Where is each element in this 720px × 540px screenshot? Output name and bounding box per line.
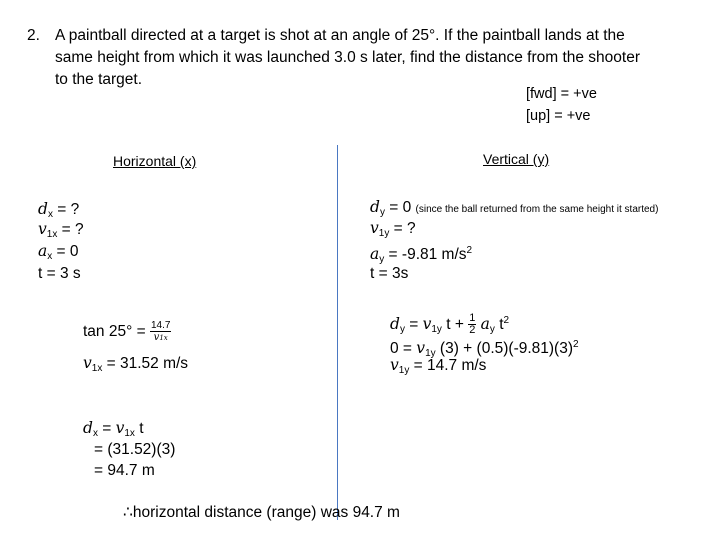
horizontal-v1x-given: $v_{1x}$ = ?	[38, 220, 84, 240]
question-number: 2.	[27, 27, 40, 44]
dx-equation: $d_x = v_{1x}$ t	[83, 419, 144, 439]
convention-up: [up] = +ve	[526, 108, 591, 124]
horizontal-ax-given: $a_x = 0$	[38, 242, 79, 262]
question-line-2: same height from which it was launched 3.0 s later, find the distance from the shooter	[55, 49, 641, 66]
convention-fwd: [fwd] = +ve	[526, 86, 597, 102]
dx-step-2: = 94.7 m	[94, 462, 155, 479]
horizontal-dx-given: $d_x$ = ?	[38, 200, 80, 220]
vertical-header: Vertical (y)	[483, 151, 550, 167]
therefore-symbol: ∴	[123, 504, 133, 521]
vertical-v1y-given: $v_{1y}$ = ?	[370, 219, 416, 239]
question-line-3: to the target.	[55, 71, 143, 88]
horizontal-time-given: t = 3 s	[38, 265, 81, 282]
dy-note: (since the ball returned from the same height it started)	[415, 204, 659, 215]
conclusion: ∴horizontal distance (range) was 94.7 m	[123, 504, 400, 521]
tan-equation: tan 25° = $\frac{14.7}{v1x}$	[83, 320, 171, 343]
v1x-result: $v_{1x} = 31.52$ m/s	[83, 354, 189, 374]
vertical-ay-given: $a_y = -9.81$ $m/s^2$	[370, 245, 473, 265]
kinematics-equation: $d_y = v_{1y}$ t + $\frac{1}{2}$ $a_y$ $t^2$	[390, 312, 510, 337]
v1y-result: $v_{1y} = 14.7$ m/s	[390, 356, 487, 376]
vertical-time-given: t = 3s	[370, 265, 409, 282]
vertical-dy-given: $d_y = 0$ (since the ball returned from the same height it started)	[370, 198, 659, 218]
question-line-1: A paintball directed at a target is shot at an angle of 25°. If the paintball lands at the	[55, 27, 625, 44]
horizontal-header: Horizontal (x)	[113, 153, 197, 169]
column-divider	[337, 145, 338, 520]
dx-step-1: = (31.52)(3)	[94, 441, 176, 458]
substitution-equation: $0 = v_{1y}$ $(3) + (0.5)(-9.81)(3)^2$	[390, 339, 579, 359]
